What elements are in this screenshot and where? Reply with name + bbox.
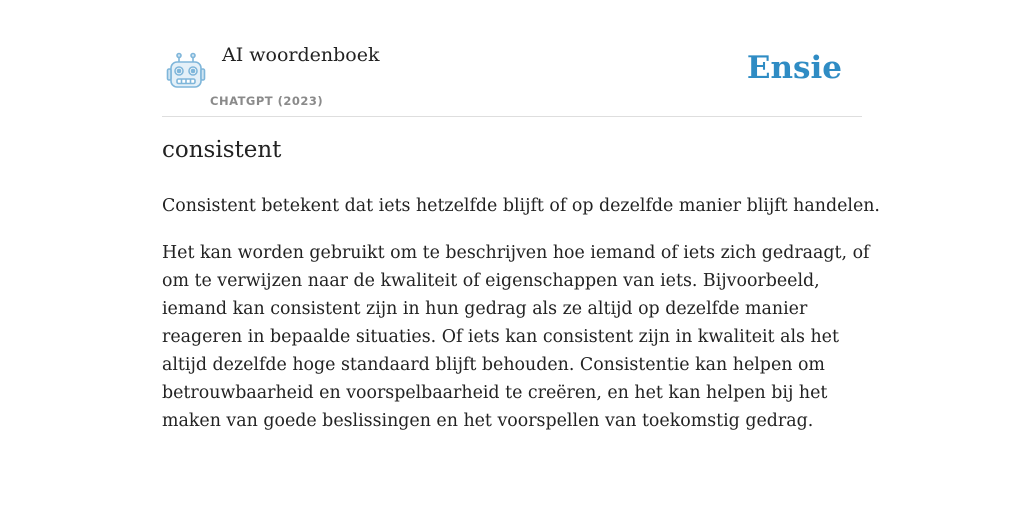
explanation-paragraph: Het kan worden gebruikt om te beschrijven hoe iemand of iets zich gedraagt, of om te verwijzen naar de kwaliteit of eigenschappen van iets. Bijvoorbeeld, iemand kan consistent zijn in hun gedrag als ze altijd op dezelfde manier reageren in bepaalde situaties. Of iets kan consistent zijn in kwaliteit als het altijd dezelfde hoge standaard blijft behouden. Consistentie kan helpen om betrouwbaarheid en voorspelbaarheid te creëren, en het kan helpen bij het maken van goede beslissingen en het voorspellen van toekomstig gedrag. (162, 243, 870, 431)
entry-term: consistent (162, 137, 282, 163)
definition-paragraph: Consistent betekent dat iets hetzelfde blijft of op dezelfde manier blijft handelen. (162, 196, 880, 216)
source-title[interactable]: AI woordenboek (222, 44, 380, 66)
brand-logo[interactable]: Ensie (746, 50, 842, 86)
source-header (162, 36, 862, 117)
robot-icon (166, 52, 206, 92)
source-subtitle: CHATGPT (2023) (210, 94, 324, 108)
